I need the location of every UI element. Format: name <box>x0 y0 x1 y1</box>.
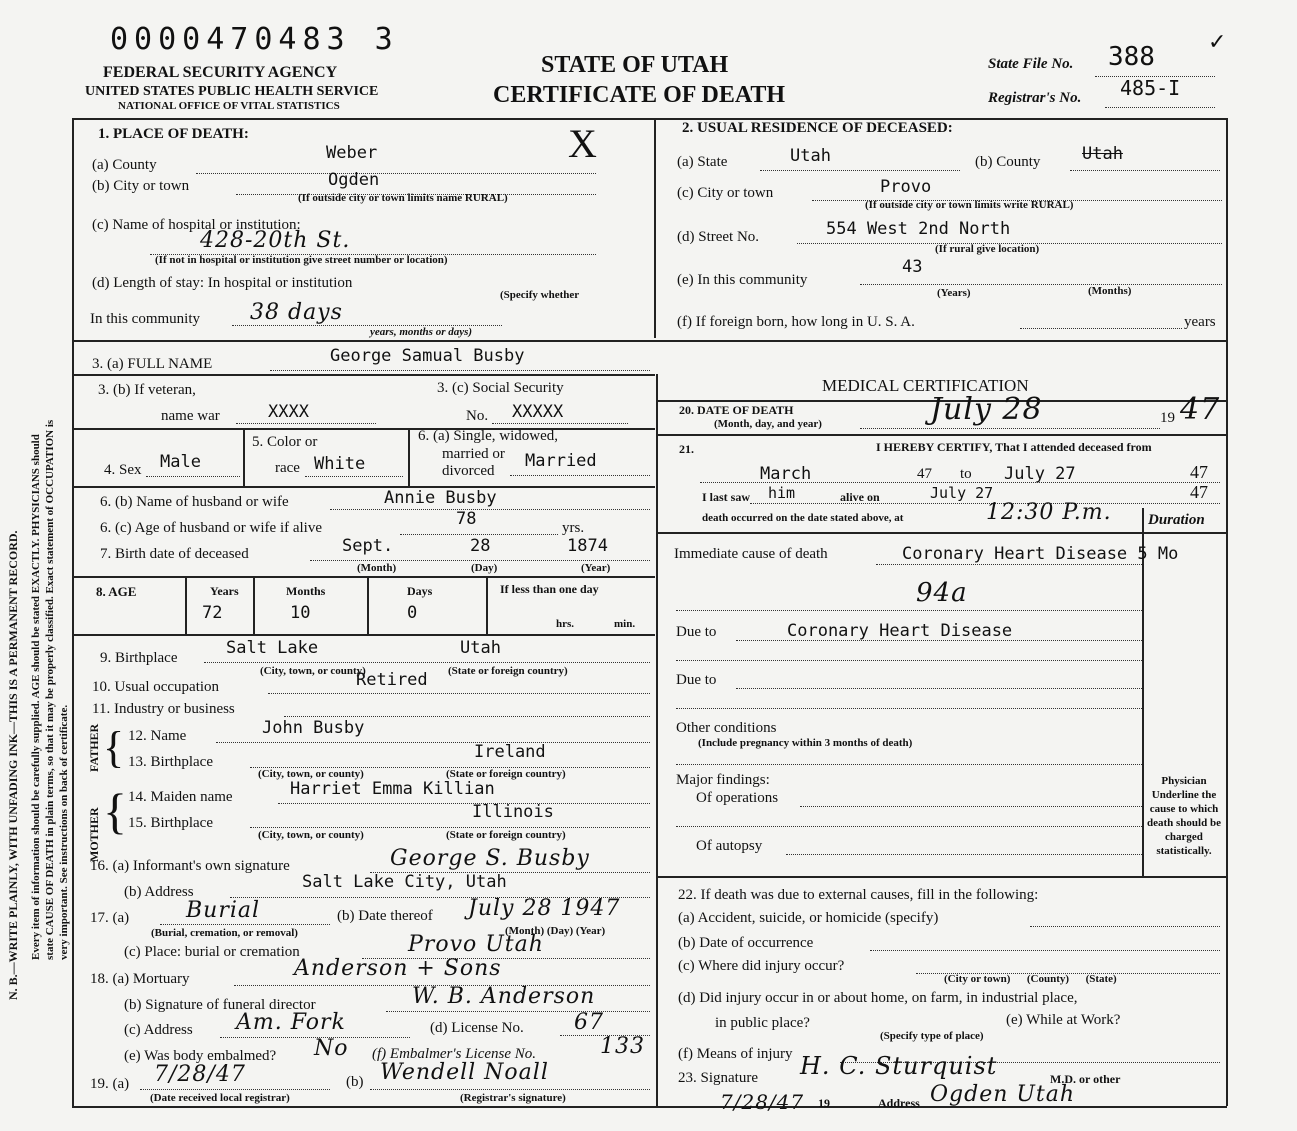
last-saw-label: I last saw <box>702 490 751 504</box>
pod-stay-label: (d) Length of stay: In hospital or institution <box>92 275 353 291</box>
certificate-title: CERTIFICATE OF DEATH <box>493 82 786 108</box>
check-mark: ✓ <box>1208 30 1227 55</box>
registrar-number: 485-I <box>1120 76 1181 100</box>
place-of-death-heading: 1. PLACE OF DEATH: <box>98 126 249 142</box>
res-months-label: (Months) <box>1088 285 1132 297</box>
spouse-label: 6. (b) Name of husband or wife <box>100 494 289 510</box>
veteran-label: 3. (b) If veteran, <box>98 382 196 398</box>
registrar-date-value: 7/28/47 <box>154 1062 246 1087</box>
age-months-value: 10 <box>290 603 311 623</box>
age-years-header: Years <box>210 584 239 598</box>
age-years-value: 72 <box>202 603 223 623</box>
birthplace-city-value: Salt Lake <box>226 638 319 658</box>
director-address-value: Am. Fork <box>236 1010 346 1035</box>
birthplace-label: 9. Birthplace <box>100 650 178 666</box>
cause-code: 94a <box>916 578 968 608</box>
occupation-label: 10. Usual occupation <box>92 679 220 695</box>
father-birthplace-value: Ireland <box>474 742 546 762</box>
death-time-label: death occurred on the date stated above, at <box>702 512 904 524</box>
marital-label: 6. (a) Single, widowed, <box>418 428 558 444</box>
pod-city-note: (If outside city or town limits name RURAL) <box>298 192 508 204</box>
mother-name-value: Harriet Emma Killian <box>290 779 495 799</box>
embalmed-value: No <box>314 1036 349 1061</box>
registrar-signature: Wendell Noall <box>380 1060 549 1085</box>
mother-bp-city-note: (City, town, or county) <box>258 829 364 841</box>
state-file-number: 388 <box>1108 42 1155 72</box>
mortuary-label: 18. (a) Mortuary <box>90 971 190 987</box>
spouse-value: Annie Busby <box>384 488 497 508</box>
age-days-header: Days <box>407 584 433 598</box>
sex-label: 4. Sex <box>104 462 142 478</box>
certificate-title-state: STATE OF UTAH <box>541 52 729 78</box>
birth-year-note: (Year) <box>581 562 611 574</box>
ss-label: 3. (c) Social Security <box>437 380 564 396</box>
b17a-note: (Burial, cremation, or removal) <box>151 927 298 939</box>
father-birthplace-label: 13. Birthplace <box>128 754 213 770</box>
ext-b-label: (b) Date of occurrence <box>678 935 814 951</box>
pod-city-label: (b) City or town <box>92 178 190 194</box>
mortuary-value: Anderson + Sons <box>294 956 502 981</box>
burial-place-value: Provo Utah <box>408 932 544 957</box>
registrar-label: Registrar's No. <box>988 90 1082 106</box>
external-heading: 22. If death was due to external causes, fill in the following: <box>678 887 1039 903</box>
serial-number: 0000470483 3 <box>110 22 399 57</box>
spouse-age-value: 78 <box>456 509 477 529</box>
father-name-value: John Busby <box>262 718 365 738</box>
birth-day-note: (Day) <box>471 562 498 574</box>
attended-from: March <box>760 464 812 484</box>
ext-d-note: (Specify type of place) <box>880 1030 984 1042</box>
death-year-prefix: 19 <box>1160 410 1175 426</box>
ext-e-label: (e) While at Work? <box>1006 1012 1121 1028</box>
war-value: XXXX <box>268 402 309 422</box>
color-label: 5. Color or <box>252 434 318 450</box>
due-to-1-value: Coronary Heart Disease <box>787 621 1013 641</box>
due-to-2-label: Due to <box>676 672 717 688</box>
informant-signature: George S. Busby <box>390 846 590 871</box>
pod-hospital-label: (c) Name of hospital or institution: <box>92 217 301 233</box>
burial-date-value: July 28 1947 <box>468 896 621 921</box>
operations-label: Of operations <box>696 790 779 806</box>
sig-address-label: Address <box>878 1096 920 1110</box>
service-name: UNITED STATES PUBLIC HEALTH SERVICE <box>85 84 379 99</box>
informant-address-label: (b) Address <box>124 884 194 900</box>
embalmed-label: (e) Was body embalmed? <box>124 1048 277 1064</box>
res-county-value: Utah <box>1082 144 1123 164</box>
full-name-value: George Samual Busby <box>330 346 525 366</box>
burial-date-note: (Month) (Day) (Year) <box>505 925 606 937</box>
license-label: (d) License No. <box>430 1020 524 1036</box>
other-conditions-note: (Include pregnancy within 3 months of death) <box>698 737 913 749</box>
sig-address-value: Ogden Utah <box>930 1082 1076 1107</box>
father-side-label: FATHER <box>87 723 101 772</box>
birthplace-city-note: (City, town, or county) <box>260 665 366 677</box>
age-hrs-label: hrs. <box>556 618 575 630</box>
pod-community-label: In this community <box>90 311 200 327</box>
date-19-label: 19 <box>818 1096 830 1110</box>
birth-day-value: 28 <box>470 536 491 556</box>
margin-note-2: Every item of information should be carefully supplied. AGE should be stated EXACTLY. PHYSICIANS should <box>30 434 42 960</box>
death-date-value: July 28 <box>930 392 1043 427</box>
alive-on-value: July 27 <box>930 484 994 502</box>
birth-month-value: Sept. <box>342 536 394 556</box>
marital-value: Married <box>525 451 597 471</box>
director-address-label: (c) Address <box>124 1022 193 1038</box>
res-foreign-label: (f) If foreign born, how long in U. S. A. <box>677 314 915 330</box>
war-label: name war <box>161 408 220 424</box>
birthplace-state-value: Utah <box>460 638 501 658</box>
alive-year-value: 47 <box>1190 482 1208 502</box>
from-year-value: 47 <box>917 466 932 482</box>
certify-number: 21. <box>679 442 694 456</box>
due-to-1-label: Due to <box>676 624 717 640</box>
res-community-label: (e) In this community <box>677 272 808 288</box>
margin-note-1: N. B.—WRITE PLAINLY, WITH UNFADING INK—THIS IS A PERMANENT RECORD. <box>6 530 20 1000</box>
physician-signature: H. C. Sturquist <box>800 1052 998 1080</box>
ss-no-label: No. <box>466 408 489 424</box>
ext-d-label: (d) Did injury occur in or about home, on farm, in industrial place, <box>678 990 1078 1006</box>
res-street-note: (If rural give location) <box>935 243 1040 255</box>
spouse-age-label: 6. (c) Age of husband or wife if alive <box>100 520 323 536</box>
mother-birthplace-label: 15. Birthplace <box>128 815 213 831</box>
burial-place-label: (c) Place: burial or cremation <box>124 944 300 960</box>
mother-birthplace-value: Illinois <box>472 802 554 822</box>
ext-d2-label: in public place? <box>715 1015 810 1031</box>
res-city-note: (If outside city or town limits write RURAL) <box>865 199 1074 211</box>
occupation-value: Retired <box>356 670 428 690</box>
pod-community-value: 38 days <box>250 300 343 325</box>
death-date-label: 20. DATE OF DEATH <box>679 403 794 417</box>
father-bp-city-note: (City, town, or county) <box>258 768 364 780</box>
res-foreign-years: years <box>1184 314 1216 330</box>
autopsy-label: Of autopsy <box>696 838 763 854</box>
director-signature: W. B. Anderson <box>412 984 596 1009</box>
informant-address-value: Salt Lake City, Utah <box>302 872 507 892</box>
age-months-header: Months <box>286 584 326 598</box>
office-name: NATIONAL OFFICE OF VITAL STATISTICS <box>118 100 340 112</box>
res-street-value: 554 West 2nd North <box>826 219 1011 239</box>
birth-date-label: 7. Birth date of deceased <box>100 546 249 562</box>
informant-label: 16. (a) Informant's own signature <box>90 858 290 874</box>
marital-label-3: divorced <box>442 463 495 479</box>
ss-no-value: XXXXX <box>512 402 564 422</box>
immediate-cause-label: Immediate cause of death <box>674 546 828 562</box>
death-time-value: 12:30 P.m. <box>986 500 1112 525</box>
agency-name: FEDERAL SECURITY AGENCY <box>103 64 338 81</box>
pod-hospital-value: 428-20th St. <box>200 228 351 253</box>
registrar-date-label: 19. (a) <box>90 1076 130 1092</box>
embalmer-label: (f) Embalmer's License No. <box>372 1046 537 1062</box>
immediate-cause-value: Coronary Heart Disease 5 Mo <box>902 544 1179 564</box>
res-years-label: (Years) <box>937 287 971 299</box>
alive-label: alive on <box>840 490 880 504</box>
res-state-value: Utah <box>790 146 831 166</box>
ext-c-label: (c) Where did injury occur? <box>678 958 845 974</box>
full-name-label: 3. (a) FULL NAME <box>92 356 213 372</box>
birth-year-value: 1874 <box>567 536 608 556</box>
res-community-value: 43 <box>902 257 923 277</box>
yrs-label: yrs. <box>562 520 585 536</box>
pod-county-label: (a) County <box>92 157 157 173</box>
res-city-label: (c) City or town <box>677 185 774 201</box>
father-bp-state-note: (State or foreign country) <box>446 768 566 780</box>
res-county-label: (b) County <box>975 154 1041 170</box>
md-label: M.D. or other <box>1050 1072 1121 1086</box>
ext-c-note: (City or town) (County) (State) <box>944 973 1117 985</box>
sex-value: Male <box>160 452 201 472</box>
b17a-label: 17. (a) <box>90 910 130 926</box>
father-name-label: 12. Name <box>128 728 187 744</box>
state-file-label: State File No. <box>988 56 1074 72</box>
burial-date-label: (b) Date thereof <box>337 908 433 924</box>
to-label: to <box>960 466 972 482</box>
registrar-sig-note: (Registrar's signature) <box>460 1092 566 1104</box>
b17a-value: Burial <box>186 898 261 923</box>
margin-note-3: state CAUSE OF DEATH in plain terms, so that it may be properly classified. Exact statement of OCCUPATION is <box>44 419 56 960</box>
birthplace-state-note: (State or foreign country) <box>448 665 568 677</box>
attended-to: July 27 <box>1004 464 1076 484</box>
ext-a-label: (a) Accident, suicide, or homicide (specify) <box>678 910 939 926</box>
pod-county-value: Weber <box>326 143 378 163</box>
embalmer-value: 133 <box>600 1034 645 1059</box>
license-value: 67 <box>574 1010 604 1035</box>
signature-label: 23. Signature <box>678 1070 758 1086</box>
mother-name-label: 14. Maiden name <box>128 789 233 805</box>
death-date-note: (Month, day, and year) <box>714 418 822 430</box>
date-signed: 7/28/47 <box>720 1090 805 1114</box>
age-label: 8. AGE <box>96 584 137 599</box>
pod-hospital-note: (If not in hospital or institution give street number or location) <box>155 254 448 266</box>
marital-label-2: married or <box>442 446 505 462</box>
mother-side-label: MOTHER <box>87 807 101 862</box>
age-min-label: min. <box>614 618 636 630</box>
pod-community-note: years, months or days) <box>370 326 473 338</box>
residence-heading: 2. USUAL RESIDENCE OF DECEASED: <box>682 120 953 136</box>
margin-note-4: very important. See instructions on back of certificate. <box>58 704 70 960</box>
mother-bp-state-note: (State or foreign country) <box>446 829 566 841</box>
res-state-label: (a) State <box>677 154 728 170</box>
race-value: White <box>314 454 366 474</box>
certify-text: I HEREBY CERTIFY, That I attended deceased from <box>876 440 1152 454</box>
res-street-label: (d) Street No. <box>677 229 760 245</box>
pod-stay-note: (Specify whether <box>500 289 580 301</box>
ext-f-label: (f) Means of injury <box>678 1046 793 1062</box>
industry-label: 11. Industry or business <box>92 701 235 717</box>
race-label: race <box>275 460 300 476</box>
res-city-value: Provo <box>880 177 932 197</box>
registrar-sig-label: (b) <box>346 1074 364 1090</box>
last-saw-value: him <box>768 484 796 502</box>
registrar-date-note: (Date received local registrar) <box>150 1092 290 1104</box>
to-year-value: 47 <box>1190 462 1208 482</box>
pod-city-value: Ogden <box>328 170 380 190</box>
age-days-value: 0 <box>407 603 418 623</box>
major-findings-label: Major findings: <box>676 772 770 788</box>
age-less-header: If less than one day <box>500 582 599 596</box>
death-year-value: 47 <box>1180 392 1221 427</box>
medical-heading: MEDICAL CERTIFICATION <box>822 376 1029 395</box>
other-conditions-label: Other conditions <box>676 720 777 736</box>
duration-label: Duration <box>1148 512 1205 528</box>
x-mark: X <box>568 121 597 166</box>
director-label: (b) Signature of funeral director <box>124 997 316 1013</box>
physician-note: Physician Underline the cause to which death should be charged statistically. <box>1147 775 1221 857</box>
birth-month-note: (Month) <box>357 562 397 574</box>
